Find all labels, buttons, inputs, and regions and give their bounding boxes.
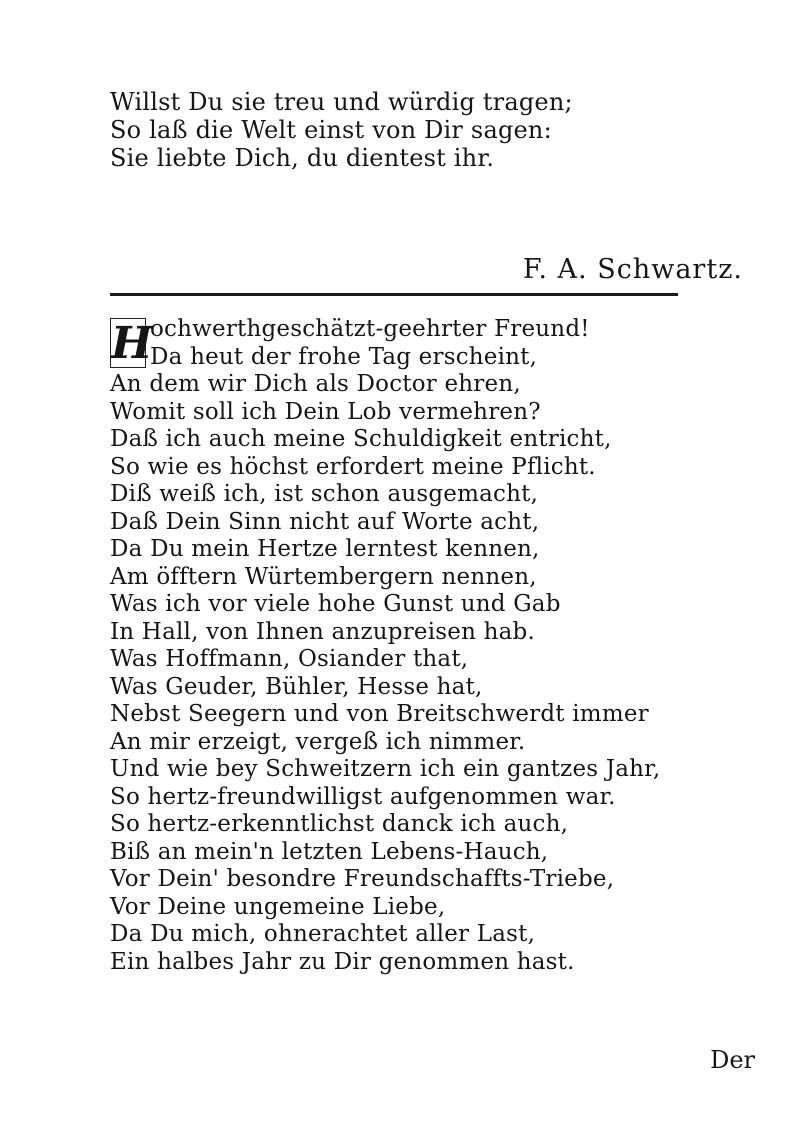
poem-line: Womit soll ich Dein Lob vermehren?: [110, 398, 541, 425]
poem-line: Nebst Seegern und von Breitschwerdt immer: [110, 701, 649, 727]
poem-line: Biß an mein'n letzten Lebens-Hauch,: [110, 838, 549, 865]
poem-line: Ein halbes Jahr zu Dir genommen hast.: [110, 948, 575, 975]
closing-stanza: [110, 88, 760, 172]
poem-line: Daß Dein Sinn nicht auf Worte acht,: [110, 508, 540, 535]
poem-line: Da Du mich, ohnerachtet aller Last,: [110, 921, 536, 947]
poem-line: So hertz-erkenntlichst danck ich auch,: [110, 811, 569, 837]
poem-line: Daß ich auch meine Schuldigkeit entricht,: [110, 426, 612, 452]
poem-opening-line: ochwerthgeschätzt-geehrter Freund!: [150, 316, 590, 342]
poem-line: So hertz-freundwilligst aufgenommen war.: [110, 783, 616, 810]
poem-line: An mir erzeigt, vergeß ich nimmer.: [110, 728, 526, 755]
section-divider: [110, 293, 678, 296]
poem-body: [110, 316, 790, 976]
stanza-line: So laß die Welt einst von Dir sagen:: [110, 116, 552, 144]
poem-line: Da Du mein Hertze lerntest kennen,: [110, 536, 540, 562]
poem-second-line: Da heut der frohe Tag erscheint,: [150, 343, 538, 370]
poem-line: Und wie bey Schweitzern ich ein gantzes Jahr,: [110, 756, 661, 782]
stanza-line: Sie liebte Dich, du dientest ihr.: [110, 144, 495, 172]
poem-line: An dem wir Dich als Doctor ehren,: [110, 371, 521, 397]
poem-line: Vor Deine ungemeine Liebe,: [110, 893, 446, 920]
poem-line: Vor Dein' besondre Freundschaffts-Triebe,: [110, 866, 615, 892]
poem-line: In Hall, von Ihnen anzupreisen hab.: [110, 618, 535, 645]
drop-cap-initial: H: [111, 318, 153, 369]
poem-line: Am öfftern Würtembergern nennen,: [110, 563, 537, 590]
poem-line: Diß weiß ich, ist schon ausgemacht,: [110, 481, 539, 507]
poem-line: Was ich vor viele hohe Gunst und Gab: [110, 591, 561, 617]
catchword: Der: [710, 1046, 755, 1074]
poem-line: Was Hoffmann, Osiander that,: [110, 646, 469, 672]
author-signature: F. A. Schwartz.: [522, 254, 743, 285]
poem-line: So wie es höchst erfordert meine Pflicht.: [110, 453, 596, 480]
stanza-line: Willst Du sie treu und würdig tragen;: [110, 88, 573, 116]
poem-line: Was Geuder, Bühler, Hesse hat,: [110, 673, 483, 700]
